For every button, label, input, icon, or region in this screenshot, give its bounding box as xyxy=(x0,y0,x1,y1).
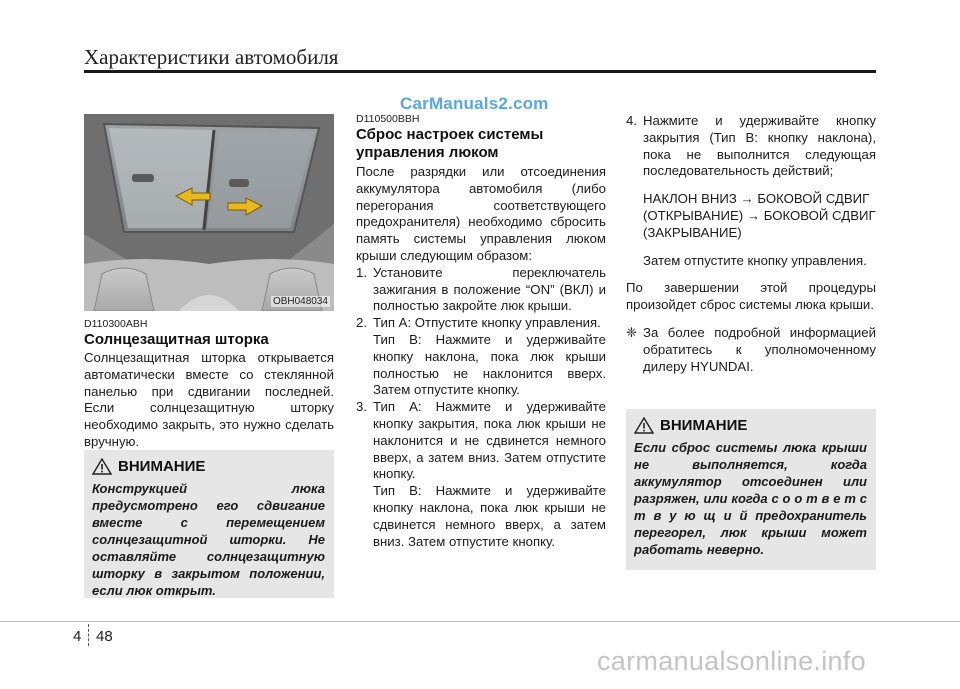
reset-sequence: НАКЛОН ВНИЗ → БОКОВОЙ СДВИГ (ОТКРЫВАНИЕ) → БОКОВОЙ СДВИГ (ЗАКРЫВАНИЕ) xyxy=(643,191,876,240)
right-warning-text: Если сброс системы люка крыши не выполняется, когда аккумулятор отсоединен или разряжен, или когда с о о т в е т с т в у ю щ и й предохранитель перегорел, люк крыши может работать неверно. xyxy=(634,440,867,557)
step-text: Тип А: Нажмите и удерживайте кнопку закрытия, пока люк крыши не наклонится и не сдвинется немного вверх, а затем вниз. Затем отпустите кнопку. xyxy=(373,399,606,482)
step-2a xyxy=(356,315,606,332)
left-warning-title-row xyxy=(92,458,205,475)
step-text: Нажмите и удерживайте кнопку закрытия (Тип В: кнопку наклона), пока не выполнится следующая последовательность действий; xyxy=(643,113,876,179)
step-4 xyxy=(626,113,876,180)
step-number: 2. xyxy=(356,315,367,331)
warning-triangle-icon xyxy=(92,458,112,475)
right-warning-title: ВНИМАНИЕ xyxy=(660,417,748,434)
left-warning-text: Конструкцией люка предусмотрено его сдвигание вместе с перемещением солнцезащитной шторки. Не оставляйте солнцезащитную шторку в закрытом положении, если люк открыт. xyxy=(92,481,325,598)
middle-section-code: D110500BBH xyxy=(356,113,420,125)
left-section-code: D110300ABH xyxy=(84,318,148,330)
left-warning-title: ВНИМАНИЕ xyxy=(118,458,206,475)
step-number: 4. xyxy=(626,113,637,128)
step-3a xyxy=(356,399,606,483)
middle-section-body xyxy=(356,164,606,550)
dealer-note xyxy=(626,325,876,375)
release-instruction: Затем отпустите кнопку управления. xyxy=(643,252,867,268)
left-warning-box xyxy=(84,450,334,598)
header-rule xyxy=(84,70,876,73)
left-section-heading: Солнцезащитная шторка xyxy=(84,331,269,348)
right-section-body xyxy=(626,113,876,375)
middle-section-heading xyxy=(356,126,606,162)
watermark-bottom[interactable]: carmanualsonline.info xyxy=(597,646,866,676)
step-2b: Тип В: Нажмите и удерживайте кнопку наклона, пока люк крыши полностью не наклонится вверх. Затем отпустите кнопку. xyxy=(373,331,606,398)
page-number: 48 xyxy=(96,628,113,645)
page-number-divider xyxy=(88,624,90,646)
watermark-top[interactable]: CarManuals2.com xyxy=(400,94,549,113)
right-warning-title-row xyxy=(634,417,747,434)
sunroof-photo xyxy=(84,114,334,311)
footer-rule xyxy=(0,621,960,622)
note-text: За более подробной информацией обратитесь к уполномоченному дилеру HYUNDAI. xyxy=(643,324,876,374)
step-text: Установите переключатель зажигания в положение “ON” (ВКЛ) и полностью закройте люк крыши. xyxy=(373,264,606,314)
page-header-title: Характеристики автомобиля xyxy=(84,45,339,69)
completion-text: По завершении этой процедуры произойдет сброс системы люка крыши. xyxy=(626,280,876,313)
chapter-number: 4 xyxy=(73,628,82,645)
warning-triangle-icon xyxy=(634,417,654,434)
step-number: 3. xyxy=(356,399,367,415)
step-number: 1. xyxy=(356,264,367,280)
step-3b: Тип В: Нажмите и удерживайте кнопку наклона, пока люк крыши не сдвинется немного вверх, а затем вниз. Затем отпустите кнопку. xyxy=(373,483,606,549)
note-mark-icon: ❈ xyxy=(626,324,638,340)
left-section-body: Солнцезащитная шторка открывается автоматически вместе со стеклянной панелью при сдвигании последней. Если солнцезащитную шторку необходимо закрыть, это нужно сделать вручную. xyxy=(84,350,334,449)
right-warning-box xyxy=(626,409,876,570)
middle-intro: После разрядки или отсоединения аккумулятора автомобиля (либо перегорания соответствующего предохранителя) необходимо сбросить память системы управления люком крыши следующим образом: xyxy=(356,164,606,263)
step-text: Тип А: Отпустите кнопку управления. xyxy=(373,315,601,331)
photo-code: OBH048034 xyxy=(272,296,328,307)
middle-heading-line-1: Сброс настроек системы xyxy=(356,126,544,143)
sunroof-illustration xyxy=(84,114,334,311)
step-1 xyxy=(356,265,606,315)
middle-heading-line-2: управления люком xyxy=(356,144,499,161)
